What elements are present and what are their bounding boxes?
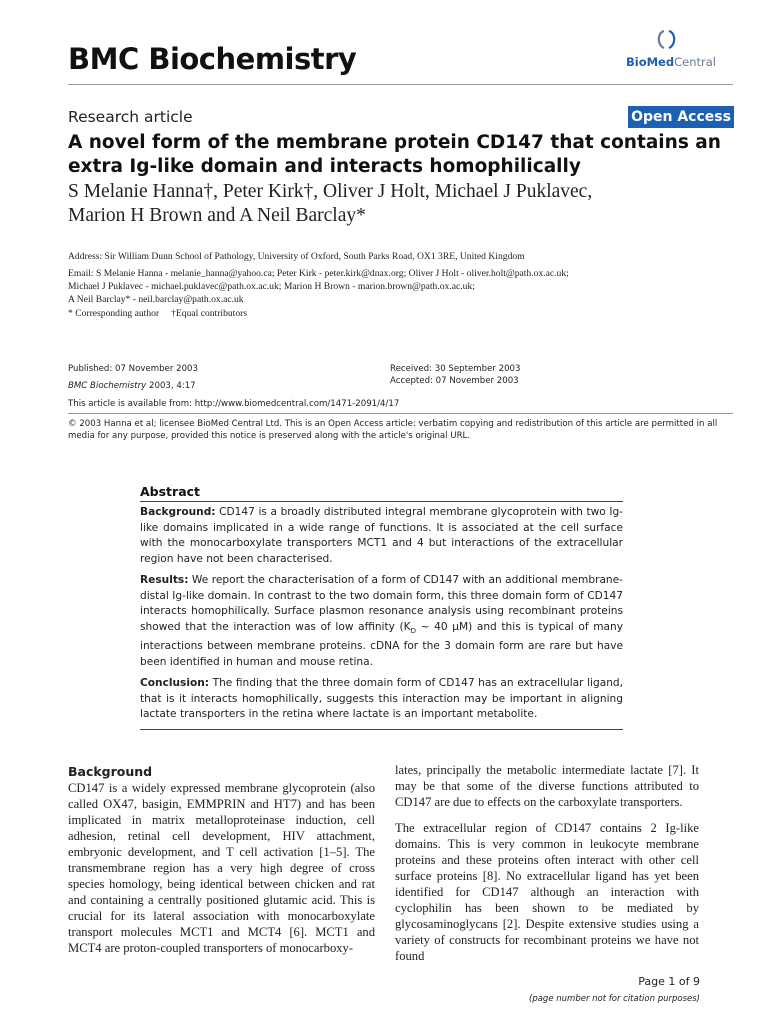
abstract-conclusion-text: The finding that the three domain form of CD147 has an extracellular ligand, that is it interacts homophilically, suggests this interaction may be important in aligning lactate transporters in the retina where lactate is an important metabolite. bbox=[140, 677, 623, 721]
citation-journal: BMC Biochemistry bbox=[68, 381, 147, 391]
authors-line-2: Marion H Brown and A Neil Barclay* bbox=[68, 205, 366, 226]
abstract-results bbox=[140, 573, 623, 670]
page-number: Page 1 of 9 bbox=[638, 975, 700, 988]
abstract-conclusion-label: Conclusion: bbox=[140, 677, 210, 690]
abstract-background bbox=[140, 505, 623, 567]
section-heading-background: Background bbox=[68, 764, 153, 779]
abstract-background-text: CD147 is a broadly distributed integral membrane glycoprotein with two Ig-like domains implicated in a wide range of functions. It is associated at the cell surface with the monocarboxylate transporters MCT1 and 4 but interactions of the extracellular region have not been characterised. bbox=[140, 506, 623, 565]
author-list bbox=[68, 180, 728, 228]
abstract-top-rule bbox=[140, 501, 623, 502]
journal-title: BMC Biochemistry bbox=[68, 42, 357, 76]
published-date: Published: 07 November 2003 bbox=[68, 364, 198, 374]
biomed-central-logo bbox=[620, 28, 730, 76]
affiliation-address: Address: Sir William Dunn School of Pathology, University of Oxford, South Parks Road, OX1 3RE, United Kingdom bbox=[68, 251, 525, 262]
abstract-results-text-1: We report the characterisation of a form of CD147 with an additional membrane-distal Ig-like domain. In contrast to the two domain form, this three domain form of CD147 interacts homophilically. Surface plasmon resonance analysis using recombinant proteins showed that the interaction was of low affinity (K bbox=[140, 574, 623, 633]
accepted-date: Accepted: 07 November 2003 bbox=[390, 376, 519, 386]
author-notes: * Corresponding author †Equal contributors bbox=[68, 308, 248, 319]
open-access-badge: Open Access bbox=[628, 106, 734, 128]
abstract-results-label: Results: bbox=[140, 574, 189, 586]
header-divider bbox=[68, 84, 733, 85]
copyright-notice: © 2003 Hanna et al; licensee BioMed Central Ltd. This is an Open Access article: verbatim copying and redistribution of this article are permitted in all media for any purpose, provided this notice is preserved along with the article's original URL. bbox=[68, 419, 718, 441]
citation bbox=[68, 380, 196, 392]
article-type: Research article bbox=[68, 108, 193, 126]
meta-divider bbox=[68, 413, 733, 414]
body-paragraph: lates, principally the metabolic intermediate lactate [7]. It may be that some of the diverse functions attributed to CD147 are due to effects on the carboxylate transporters. bbox=[395, 763, 699, 809]
article-title: A novel form of the membrane protein CD147 that contains an extra Ig-like domain and interacts homophilically bbox=[68, 132, 721, 177]
page-number-note: (page number not for citation purposes) bbox=[529, 994, 700, 1004]
abstract bbox=[140, 484, 623, 730]
email-line: A Neil Barclay* - neil.barclay@path.ox.ac.uk bbox=[68, 294, 244, 305]
received-date: Received: 30 September 2003 bbox=[390, 364, 521, 374]
body-column-left bbox=[68, 762, 375, 966]
authors-line-1: S Melanie Hanna†, Peter Kirk†, Oliver J Holt, Michael J Puklavec, bbox=[68, 181, 593, 202]
publisher-brand: BioMed bbox=[626, 55, 675, 69]
body-paragraph: CD147 is a widely expressed membrane glycoprotein (also called OX47, basigin, EMMPRIN and HT7) and has been implicated in matrix metalloproteinase induction, cell adhesion, retinal cell development, HIV attachment, embryonic development, and T cell activation [1–5]. The transmembrane region has a very high degree of cross species homology, being identical between chicken and rat and containing a centrally positioned glutamic acid. This is crucial for its lateral association with monocarboxylate transport molecules MCT1 and MCT4 [6]. MCT1 and MCT4 are proton-coupled transporters of monocarboxy- bbox=[68, 781, 375, 955]
abstract-heading: Abstract bbox=[140, 484, 201, 499]
abstract-bottom-rule bbox=[140, 729, 623, 730]
biomed-central-logo-icon bbox=[652, 28, 682, 54]
citation-volume: 2003, 4:17 bbox=[146, 381, 196, 391]
abstract-background-label: Background: bbox=[140, 506, 216, 518]
body-column-right bbox=[395, 762, 699, 974]
email-line: Email: S Melanie Hanna - melanie_hanna@yahoo.ca; Peter Kirk - peter.kirk@dnax.org; Oliver J Holt - oliver.holt@path.ox.ac.uk; bbox=[68, 268, 569, 279]
article-url[interactable]: This article is available from: http://www.biomedcentral.com/1471-2091/4/17 bbox=[68, 399, 400, 409]
publisher-wordmark bbox=[626, 55, 716, 69]
body-paragraph: The extracellular region of CD147 contains 2 Ig-like domains. This is very common in leukocyte membrane proteins and these proteins often interact with other cell surface proteins [8]. No extracellular ligand has yet been identified for CD147 although an interaction with cyclophilin has been shown to be mediated by glycosaminoglycans [2]. Despite extensive studies using a variety of constructs for recombinant proteins we have not found bbox=[395, 821, 699, 963]
publisher-suffix: Central bbox=[674, 55, 716, 69]
abstract-results-subscript: D bbox=[410, 626, 416, 635]
abstract-results-text-2: ~ 40 µM) and this is typical of many interactions between membrane proteins. cDNA for the 3 domain form are rare but have been identified in human and mouse retina. bbox=[140, 620, 623, 668]
author-emails bbox=[68, 267, 733, 306]
email-line: Michael J Puklavec - michael.puklavec@path.ox.ac.uk; Marion H Brown - marion.brown@path.ox.ac.uk; bbox=[68, 281, 475, 292]
abstract-conclusion bbox=[140, 676, 623, 723]
